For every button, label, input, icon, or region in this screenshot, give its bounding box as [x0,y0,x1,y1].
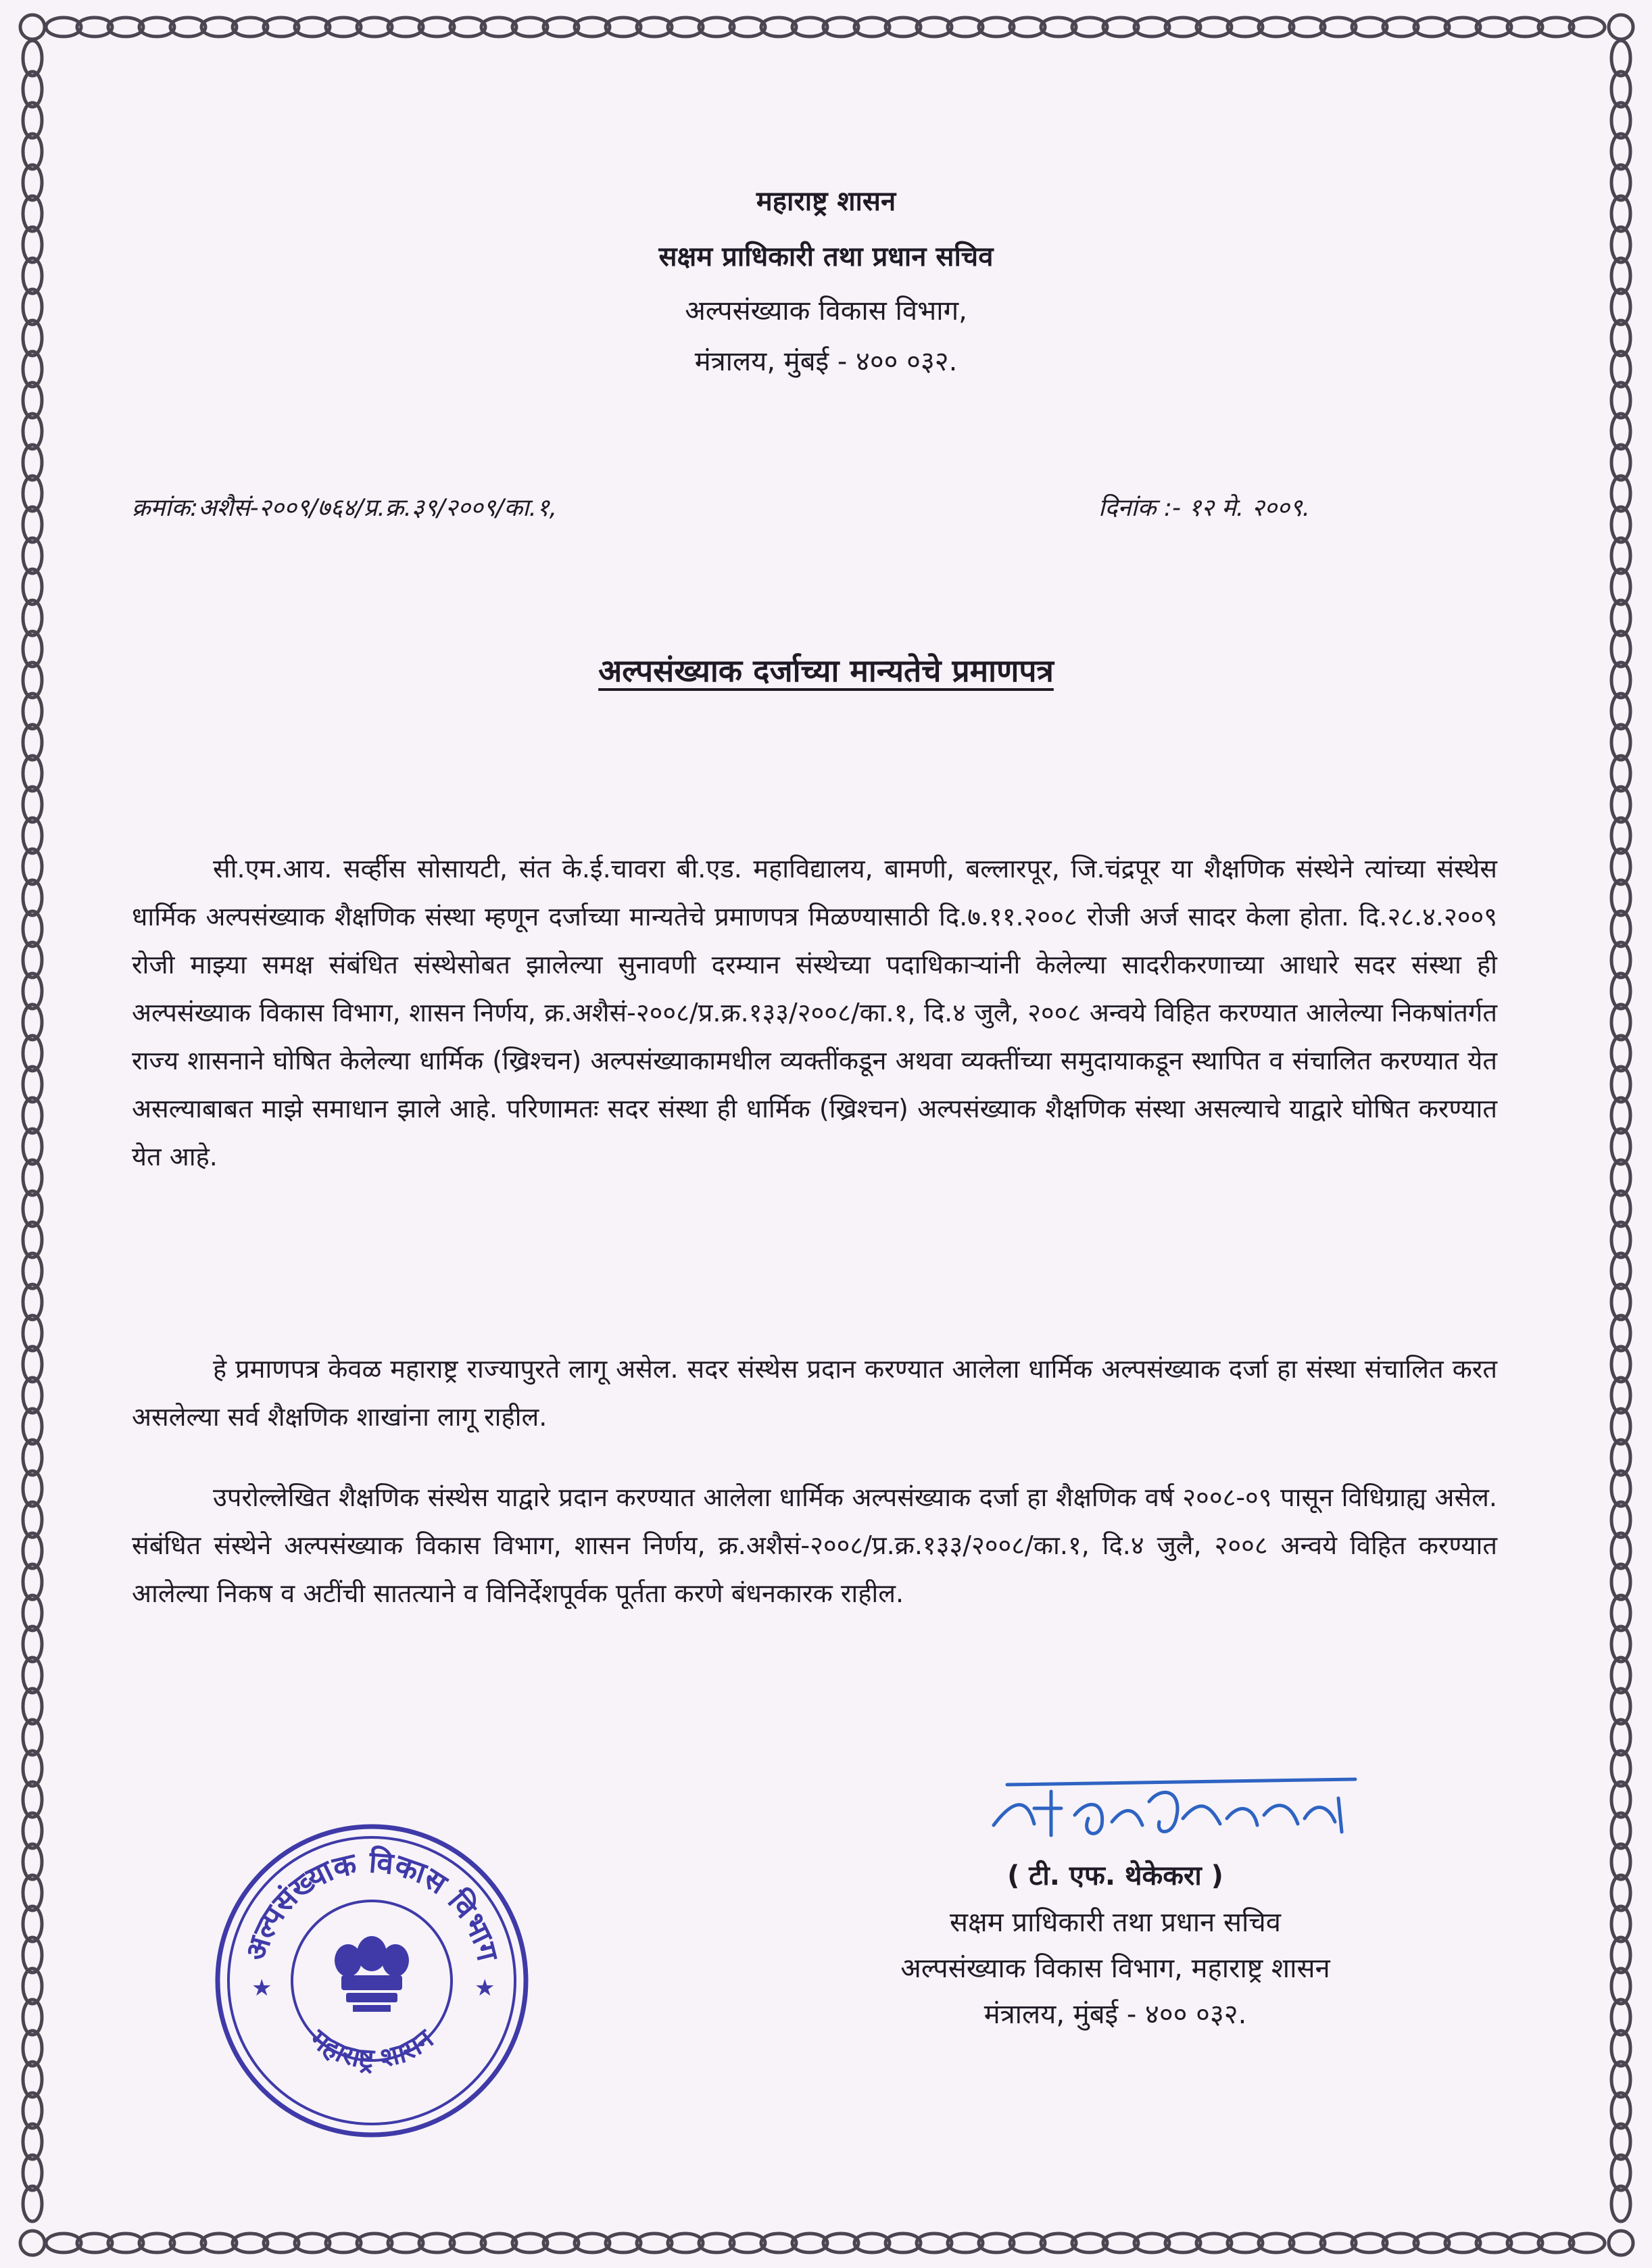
certificate-title [0,649,1652,691]
seal-bottom-text: महाराष्ट्र शासन [303,2023,440,2075]
header-authority: सक्षम प्राधिकारी तथा प्रधान सचिव [658,241,994,272]
certificate-title-text: अल्पसंख्याक दर्जाच्या मान्यतेचे प्रमाणपत्र [598,652,1054,689]
signatory-name: ( टी. एफ. थेकेकरा ) [1007,1860,1223,1891]
handwritten-signature [987,1771,1365,1852]
svg-text:महाराष्ट्र शासन [303,2023,440,2075]
seal-top-text: अल्पसंख्याक विकास विभाग [238,1845,505,1964]
svg-text:★: ★ [475,1975,495,2002]
emblem-icon [335,1936,409,2012]
reference-date: दिनांक :- १२ मे. २००९. [1098,494,1311,522]
body-paragraph-3: उपरोल्लेखित शैक्षणिक संस्थेस याद्वारे प्रदान करण्यात आलेला धार्मिक अल्पसंख्याक दर्जा हा शैक्षणिक वर्ष २००८-०९ पासून विधिग्राह्य असेल. संबंधित संस्थेने अल्पसंख्याक विकास विभाग, शासन निर्णय, क्र.अशैसं-२००८/प्र.क्र.१३३/२००८/का.१, दि.४ जुलै, २००८ अन्वये विहित करण्यात आलेल्या निकष व अटींची सातत्याने व विनिर्देशपूर्वक पूर्तता करणे बंधनकारक राहील. [132,1482,1497,1608]
signatory-block [744,1856,1487,2037]
official-seal [210,1818,534,2143]
header-department: अल्पसंख्याक विकास विभाग, [685,295,967,327]
reference-number: क्रमांक:अशैसं-२००९/७६४/प्र.क्र.३९/२००९/का.१, [132,494,558,522]
signatory-department: अल्पसंख्याक विकास विभाग, महाराष्ट्र शासन [900,1953,1330,1984]
header-government: महाराष्ट्र शासन [756,186,896,217]
body-paragraph-1: सी.एम.आय. सर्व्हीस सोसायटी, संत के.ई.चावरा बी.एड. महाविद्यालय, बामणी, बल्लारपूर, जि.चंद्रपूर या शैक्षणिक संस्थेने त्यांच्या संस्थेस धार्मिक अल्पसंख्याक शैक्षणिक संस्था म्हणून दर्जाच्या मान्यतेचे प्रमाणपत्र मिळण्यासाठी दि.७.११.२००८ रोजी अर्ज सादर केला होता. दि.२८.४.२००९ रोजी माझ्या समक्ष संबंधित संस्थेसोबत झालेल्या सुनावणी दरम्यान संस्थेच्या पदाधिकाऱ्यांनी केलेल्या सादरीकरणाच्या आधारे सदर संस्था ही अल्पसंख्याक विकास विभाग, शासन निर्णय, क्र.अशैसं-२००८/प्र.क्र.१३३/२००८/का.१, दि.४ जुलै, २००८ अन्वये विहित करण्यात आलेल्या निकषांतर्गत राज्य शासनाने घोषित केलेल्या धार्मिक (ख्रिश्चन) अल्पसंख्याकामधील व्यक्तींकडून अथवा व्यक्तींच्या समुदायाकडून स्थापित व संचालित करण्यात येत असल्याबाबत माझे समाधान झाले आहे. परिणामतः सदर संस्था ही धार्मिक (ख्रिश्चन) अल्पसंख्याक शैक्षणिक संस्था असल्याचे याद्वारे घोषित करण्यात येत आहे. [132,854,1497,1172]
svg-text:★: ★ [251,1975,272,2002]
body-paragraph-2: हे प्रमाणपत्र केवळ महाराष्ट्र राज्यापुरते लागू असेल. सदर संस्थेस प्रदान करण्यात आलेला धार्मिक अल्पसंख्याक दर्जा हा संस्था संचालित करत असलेल्या सर्व शैक्षणिक शाखांना लागू राहील. [132,1354,1497,1432]
signatory-address: मंत्रालय, मुंबई - ४०० ०३२. [983,1999,1247,2030]
header-address: मंत्रालय, मुंबई - ४०० ०३२. [694,346,958,377]
signatory-designation: सक्षम प्राधिकारी तथा प्रधान सचिव [949,1907,1282,1938]
